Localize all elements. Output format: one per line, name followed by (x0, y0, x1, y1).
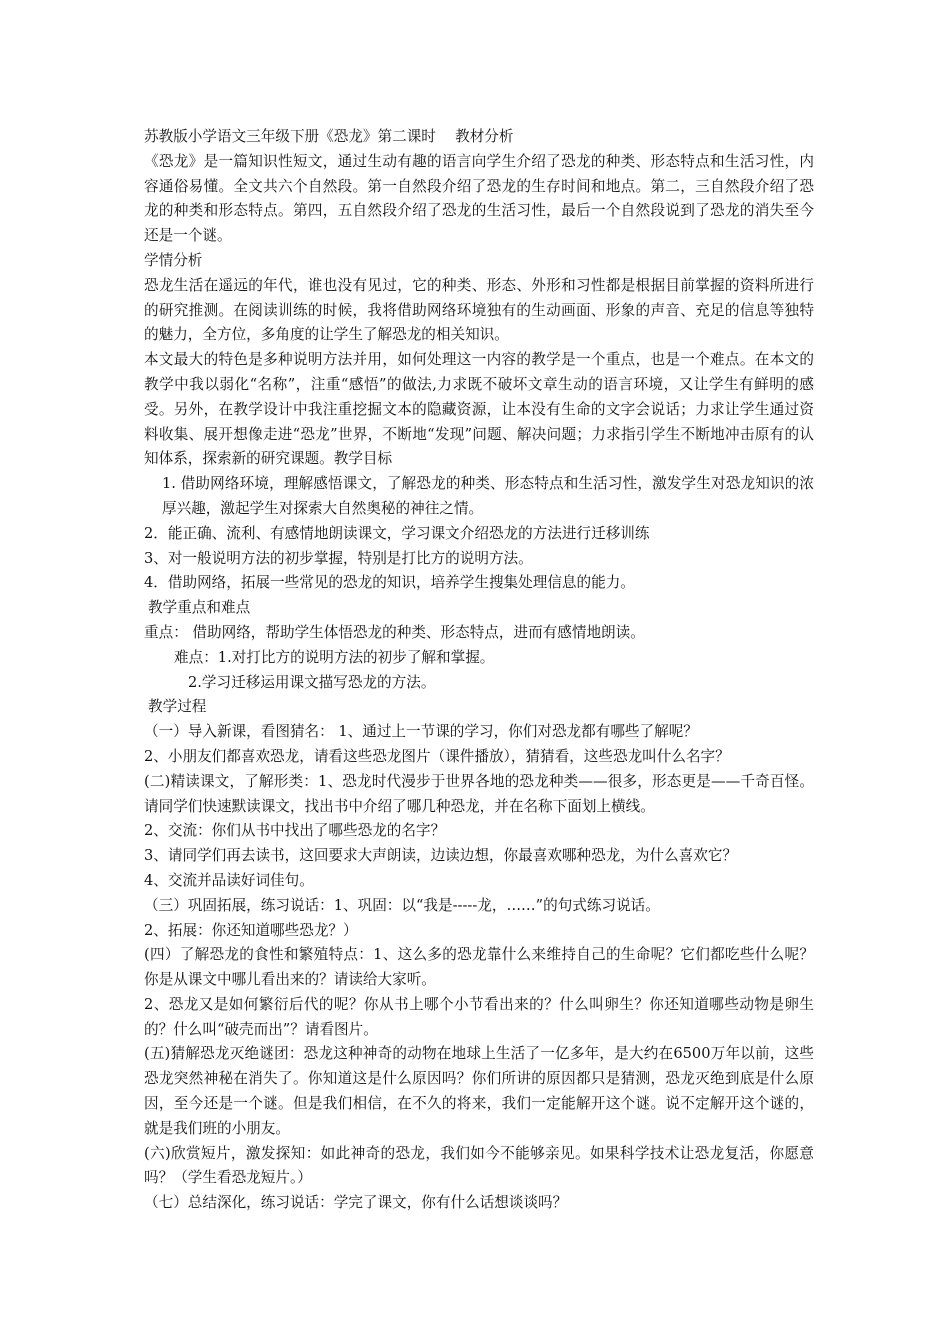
goal-item-2: 2．能正确、流利、有感情地朗读课文，学习课文介绍恐龙的方法进行迁移训练 (144, 524, 650, 542)
step-1-item-2: 2、小朋友们都喜欢恐龙，请看这些恐龙图片（课件播放），猜猜看，这些恐龙叫什么名字？ (144, 747, 730, 765)
paragraph-student-analysis: 恐龙生活在遥远的年代，谁也没有见过，它的种类、形态、外形和习性都是根据目前掌握的资料所进行的研究推测。在阅读训练的时候，我将借助网络环境独有的生动画面、形象的声音、充足的信息等独特的魅力，全方位，多角度的让学生了解恐龙的相关知识。 (144, 276, 814, 344)
key-point: 重点： 借助网络，帮助学生体悟恐龙的种类、形态特点，进而有感情地朗读。 (144, 623, 645, 641)
step-5: (五)猜解恐龙灭绝谜团：恐龙这种神奇的动物在地球上生活了一亿多年，是大约在6500万年以前，这些恐龙突然神秘在消失了。你知道这是什么原因吗？你们所讲的原因都只是猜测，恐龙灭绝到底是什么原因，至今还是一个谜。但是我们相信，在不久的将来，我们一定能解开这个谜。说不定解开这个谜的，就是我们班的小朋友。 (144, 1045, 814, 1137)
paragraph-features: 本文最大的特色是多种说明方法并用，如何处理这一内容的教学是一个重点，也是一个难点。在本文的教学中我以弱化“名称”，注重“感悟”的做法,力求既不破坏文章生动的语言环境，又让学生有鲜明的感受。另外，在教学设计中我注重挖掘文本的隐藏资源，让本没有生命的文字会说话；力求让学生通过资料收集、展开想像走进“恐龙”世界，不断地“发现”问题、解决问题；力求指引学生不断地冲击原有的认知体系，探索新的研究课题。教学目标 (144, 351, 814, 468)
difficulty-2: 2.学习迁移运用课文描写恐龙的方法。 (188, 673, 436, 691)
step-4-item-2: 2、恐龙又是如何繁衍后代的呢？你从书上哪个小节看出来的？什么叫卵生？你还知道哪些动物是卵生的？什么叫“破壳而出”？请看图片。 (144, 995, 814, 1038)
step-7: （七）总结深化，练习说话：学完了课文，你有什么话想谈谈吗？ (144, 1194, 568, 1212)
heading-key-points: 教学重点和难点 (148, 599, 251, 617)
step-6: (六)欣赏短片，激发探知：如此神奇的恐龙，我们如今不能够亲见。如果科学技术让恐龙复活，你愿意吗？（学生看恐龙短片。） (144, 1144, 814, 1187)
step-2-item-4: 4、交流并品读好词佳句。 (144, 871, 314, 889)
goal-item-4: 4．借助网络，拓展一些常见的恐龙的知识，培养学生搜集处理信息的能力。 (144, 574, 635, 592)
step-3-item-2: 2、拓展：你还知道哪些恐龙？） (144, 921, 358, 939)
step-2-item-2: 2、交流：你们从书中找出了哪些恐龙的名字？ (144, 822, 446, 840)
document-body (144, 125, 814, 1216)
step-3: （三）巩固拓展，练习说话：1、巩固：以“我是-----龙，……”的句式练习说话。 (144, 896, 660, 914)
document-title: 苏教版小学语文三年级下册《恐龙》第二课时 教材分析 (144, 128, 514, 145)
step-2: (二)精读课文，了解形类：1、恐龙时代漫步于世界各地的恐龙种类——很多，形态更是——千奇百怪。请同学们快速默读课文，找出书中介绍了哪几种恐龙，并在名称下面划上横线。 (144, 772, 814, 815)
heading-teaching-process: 教学过程 (148, 698, 207, 716)
difficulty-1: 难点：1.对打比方的说明方法的初步了解和掌握。 (174, 648, 495, 666)
step-4: (四）了解恐龙的食性和繁殖特点：1、这么多的恐龙靠什么来维持自己的生命呢？它们都吃些什么呢？你是从课文中哪儿看出来的？请读给大家听。 (144, 946, 814, 989)
goal-item-3: 3、对一般说明方法的初步掌握，特别是打比方的说明方法。 (144, 549, 533, 567)
heading-student-analysis: 学情分析 (144, 251, 203, 269)
step-2-item-3: 3、请同学们再去读书，这回要求大声朗读，边读边想，你最喜欢哪种恐龙，为什么喜欢它？ (144, 847, 738, 865)
step-1: （一）导入新课，看图猜名： 1、通过上一节课的学习，你们对恐龙都有哪些了解呢？ (144, 723, 698, 741)
paragraph-textbook-analysis: 《恐龙》是一篇知识性短文，通过生动有趣的语言向学生介绍了恐龙的种类、形态特点和生活习性，内容通俗易懂。全文共六个自然段。第一自然段介绍了恐龙的生存时间和地点。第二，三自然段介绍了恐龙的种类和形态特点。第四，五自然段介绍了恐龙的生活习性，最后一个自然段说到了恐龙的消失至今还是一个谜。 (144, 152, 814, 245)
goal-item-1: 1. 借助网络环境，理解感悟课文，了解恐龙的种类、形态特点和生活习性，激发学生对恐龙知识的浓厚兴趣，激起学生对探索大自然奥秘的神往之情。 (162, 475, 814, 517)
